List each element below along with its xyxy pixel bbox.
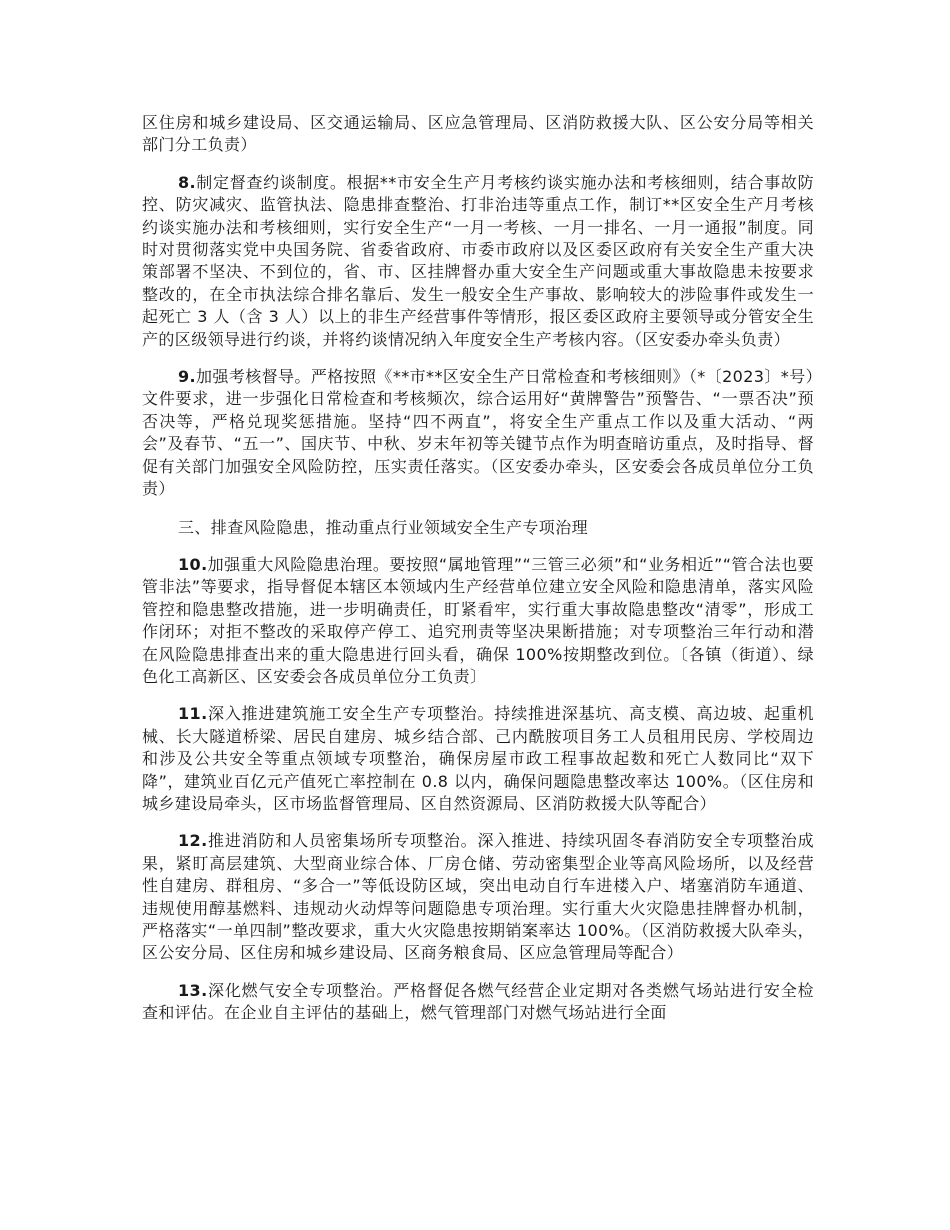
paragraph-item-10: [142, 554, 814, 688]
item-number: 9.: [178, 367, 197, 387]
paragraph-item-13: [142, 980, 814, 1025]
paragraph-text: 区住房和城乡建设局、区交通运输局、区应急管理局、区消防救援大队、区公安分局等相关部门分工负责）: [142, 113, 814, 155]
item-number: 11.: [178, 704, 208, 724]
paragraph-text: 加强考核督导。严格按照《**市**区安全生产日常检查和考核细则》（*〔2023〕*号）文件要求，进一步强化日常检查和考核频次，综合运用好“黄牌警告”预警告、“一票否决”预否决等，严格兑现奖惩措施。坚持“四不两直”，将安全生产重点工作以及重大活动、“两会”及春节、“五一”、国庆节、中秋、岁末年初等关键节点作为明查暗访重点，及时指导、督促有关部门加强安全风险防控，压实责任落实。（区安委办牵头，区安委会各成员单位分工负责）: [142, 367, 814, 499]
item-number: 10.: [178, 554, 208, 574]
paragraph-text: 加强重大风险隐患治理。要按照“属地管理”“三管三必须”和“业务相近”“管合法也要管非法”等要求，指导督促本辖区本领域内生产经营单位建立安全风险和隐患清单，落实风险管控和隐患整改措施，进一步明确责任，盯紧看牢，实行重大事故隐患整改“清零”，形成工作闭环；对拒不整改的采取停产停工、追究刑责等坚决果断措施；对专项整治三年行动和潜在风险隐患排查出来的重大隐患进行回头看，确保 100%按期整改到位。〔各镇（街道）、绿色化工高新区、区安委会各成员单位分工负责〕: [142, 554, 814, 686]
paragraph-continued: [142, 112, 814, 157]
paragraph-text: 深化燃气安全专项整治。严格督促各燃气经营企业定期对各类燃气场站进行安全检查和评估。在企业自主评估的基础上，燃气管理部门对燃气场站进行全面: [142, 980, 814, 1023]
paragraph-item-12: [142, 830, 814, 964]
paragraph-item-9: [142, 366, 814, 500]
paragraph-item-8: [142, 172, 814, 351]
heading-text: 三、排查风险隐患，推动重点行业领域安全生产专项治理: [178, 517, 589, 537]
item-number: 8.: [178, 172, 197, 192]
paragraph-text: 推进消防和人员密集场所专项整治。深入推进、持续巩固冬春消防安全专项整治成果，紧盯高层建筑、大型商业综合体、厂房仓储、劳动密集型企业等高风险场所，以及经营性自建房、群租房、“多合一”等低设防区域，突出电动自行车进楼入户、堵塞消防车通道、违规使用醇基燃料、违规动火动焊等问题隐患专项治理。实行重大火灾隐患挂牌督办机制，严格落实“一单四制”整改要求，重大火灾隐患按期销案率达 100%。（区消防救援大队牵头，区公安分局、区住房和城乡建设局、区商务粮食局、区应急管理局等配合）: [142, 831, 814, 963]
item-number: 13.: [178, 980, 208, 1000]
section-heading-3: [142, 517, 814, 539]
paragraph-text: 深入推进建筑施工安全生产专项整治。持续推进深基坑、高支模、高边坡、起重机械、长大隧道桥梁、居民自建房、城乡结合部、己内酰胺项目务工人员租用民房、学校周边和涉及公共安全等重点领域专项整治，确保房屋市政工程事故起数和死亡人数同比“双下降”，建筑业百亿元产值死亡率控制在 0.8 以内，确保问题隐患整改率达 100%。（区住房和城乡建设局牵头，区市场监督管理局、区自然资源局、区消防救援大队等配合）: [142, 704, 814, 813]
document-page: [142, 112, 814, 1025]
item-number: 12.: [178, 831, 208, 851]
paragraph-item-11: [142, 703, 814, 815]
paragraph-text: 制定督查约谈制度。根据**市安全生产月考核约谈实施办法和考核细则，结合事故防控、防灾减灾、监管执法、隐患排查整治、打非治违等重点工作，制订**区安全生产月考核约谈实施办法和考核细则，实行安全生产“一月一考核、一月一排名、一月一通报”制度。同时对贯彻落实党中央国务院、省委省政府、市委市政府以及区委区政府有关安全生产重大决策部署不坚决、不到位的，省、市、区挂牌督办重大安全生产问题或重大事故隐患未按要求整改的，在全市执法综合排名靠后、发生一般安全生产事故、影响较大的涉险事件或发生一起死亡 3 人（含 3 人）以上的非生产经营事件等情形，报区委区政府主要领导或分管安全生产的区级领导进行约谈，并将约谈情况纳入年度安全生产考核内容。（区安委办牵头负责）: [142, 172, 814, 349]
